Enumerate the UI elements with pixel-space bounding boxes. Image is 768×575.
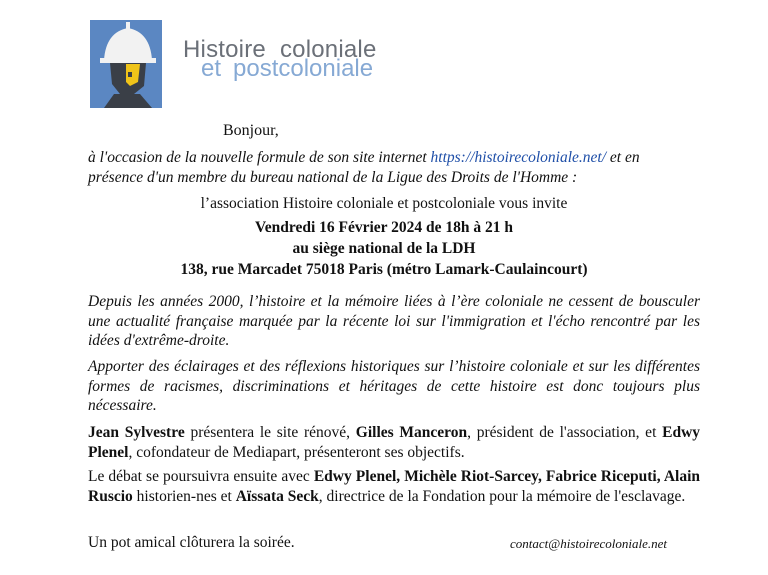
debate-text: Le débat se poursuivra ensuite avec <box>88 468 314 485</box>
debate-text: , directrice de la Fondation pour la mémoire de l'esclavage. <box>318 487 686 505</box>
contact-email[interactable]: contact@histoirecoloniale.net <box>510 536 667 551</box>
logo-word-histoire: Histoire <box>183 36 266 63</box>
speaker-text: présentera le site rénové, <box>184 424 356 441</box>
invitation-line: l’association Histoire coloniale et postcoloniale vous invite <box>200 195 568 212</box>
debate-text: historien-nes et <box>132 487 236 505</box>
intro-after: et en présence d'un membre du bureau national de la Ligue des Droits de l'Homme : <box>88 149 640 186</box>
logo-line-2 <box>201 55 373 83</box>
logo-word-postcoloniale: postcoloniale <box>233 55 374 82</box>
speaker-text: , président de l'association, et <box>467 424 663 441</box>
speaker-text: , cofondateur de Mediapart, présenteront ses objectifs. <box>128 443 465 461</box>
logo-word-coloniale: coloniale <box>279 36 377 63</box>
paragraph-debate <box>88 467 700 506</box>
speaker-name: Edwy Plenel <box>88 424 701 461</box>
closing-line: Un pot amical clôturera la soirée. <box>88 534 295 551</box>
website-link[interactable]: https://histoirecoloniale.net/ <box>430 149 607 166</box>
helmet-figure-logo <box>90 20 162 108</box>
event-details <box>0 217 768 280</box>
intro-before: à l'occasion de la nouvelle formule de son site internet <box>88 149 431 166</box>
logo-emblem <box>90 20 162 108</box>
event-address: 138, rue Marcadet 75018 Paris (métro Lamark-Caulaincourt) <box>180 261 588 278</box>
paragraph-purpose: Apporter des éclairages et des réflexions historiques sur l’histoire coloniale et sur les différentes formes de racismes, discriminations et héritages de cette histoire est donc toujours plus nécessaire. <box>88 358 700 414</box>
logo-word-et: et <box>201 55 222 82</box>
speaker-name: Gilles Manceron <box>355 424 468 441</box>
logo-wordmark <box>183 36 423 86</box>
greeting: Bonjour, <box>223 122 279 139</box>
paragraph-speakers <box>88 423 700 462</box>
event-date: Vendredi 16 Février 2024 de 18h à 21 h <box>254 219 514 236</box>
paragraph-context: Depuis les années 2000, l’histoire et la mémoire liées à l’ère coloniale ne cessent de bousculer une actualité française marquée par la récente loi sur l'immigration et l'écho rencontré par les idées d'extrême-droite. <box>88 293 700 349</box>
speaker-name: Jean Sylvestre <box>88 424 185 441</box>
historian-names: Edwy Plenel, Michèle Riot-Sarcey, Fabrice Riceputi, Alain Ruscio <box>88 468 700 505</box>
director-name: Aïssata Seck <box>235 487 319 505</box>
event-venue: au siège national de la LDH <box>292 240 476 257</box>
intro-text <box>88 148 698 188</box>
